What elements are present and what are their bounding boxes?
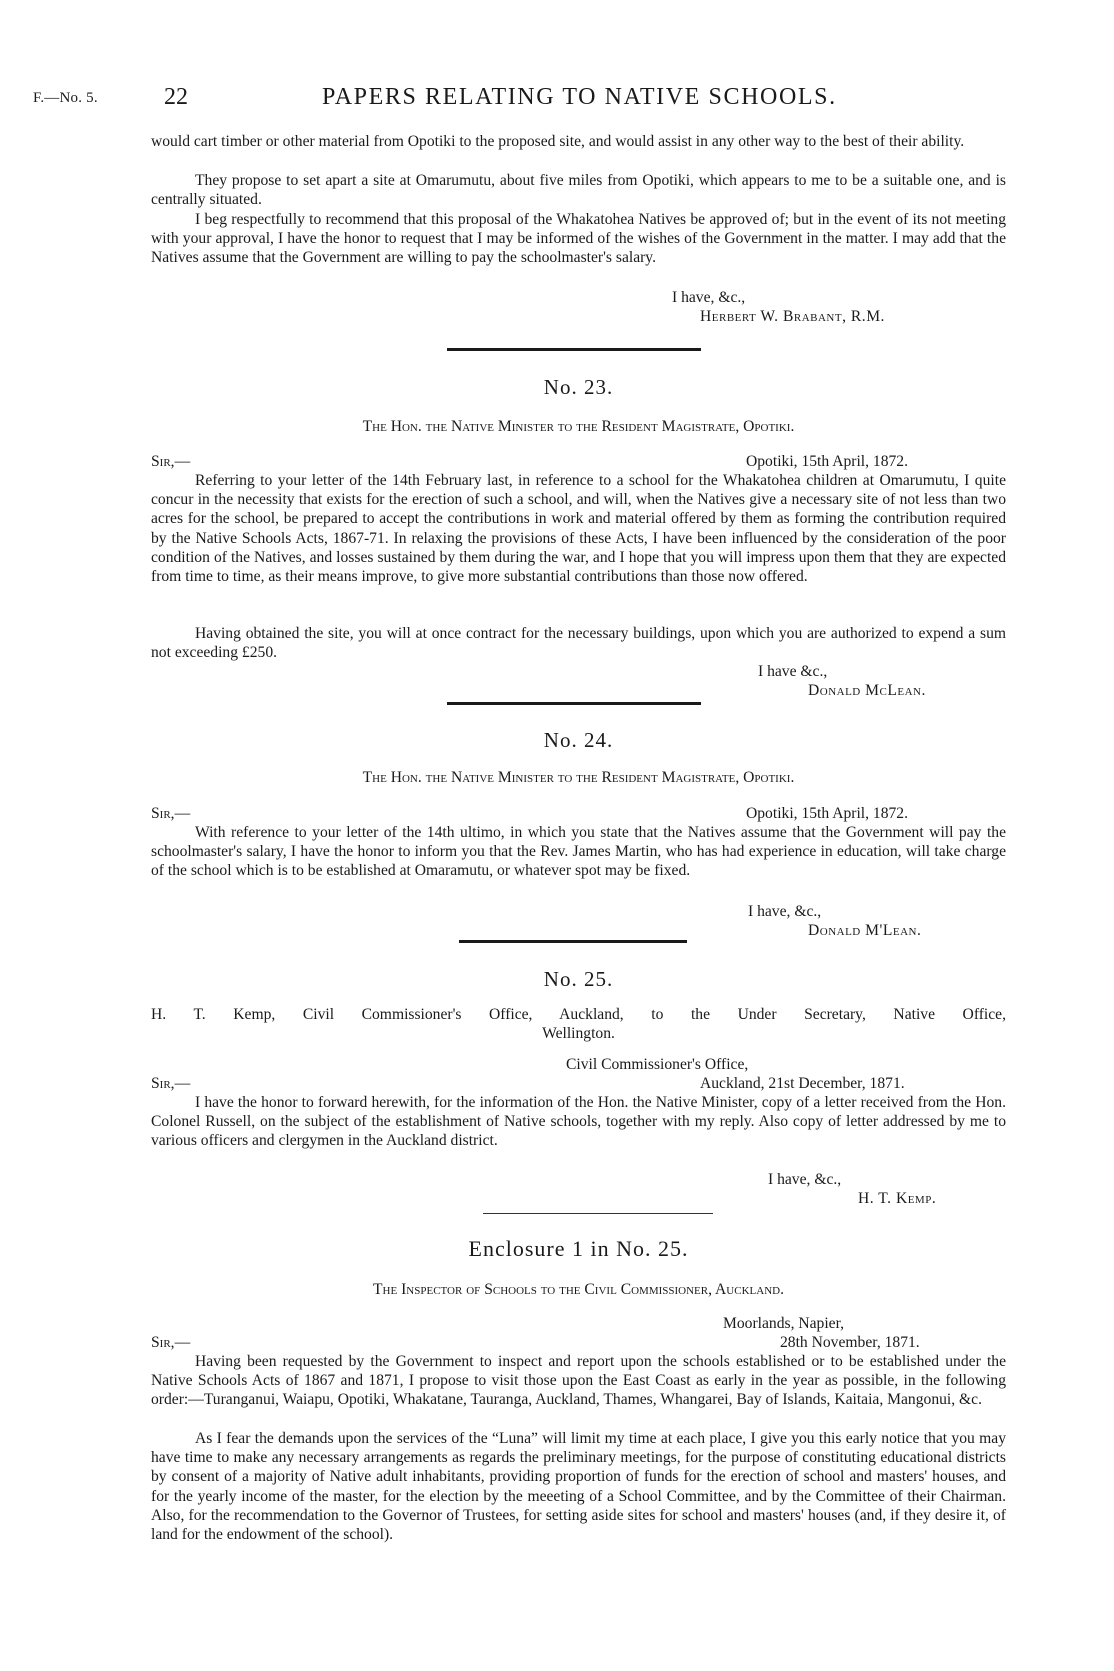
body-paragraph-no-25-1: I have the honor to forward herewith, for the information of the Hon. the Native Minister, copy of a letter received from the Hon. Colonel Russell, on the subject of the establishment of Native schools, together with my reply. Also copy of letter addressed by me to various officers and clergymen in the Auckland district. <box>151 1094 1006 1150</box>
continuation-signature: Herbert W. Brabant, R.M. <box>700 308 885 325</box>
paper-reference: F.—No. 5. <box>33 90 98 106</box>
salutation-no-25: Sir,— <box>151 1075 191 1092</box>
place-date-no-25: Auckland, 21st December, 1871. <box>700 1075 905 1092</box>
section-divider-thin <box>483 1213 713 1214</box>
section-divider <box>459 940 687 943</box>
signature-no-23: Donald McLean. <box>808 682 926 699</box>
letter-subheading-no-24: The Hon. the Native Minister to the Resident Magistrate, Opotiki. <box>362 769 795 786</box>
enclosure-place-line: Moorlands, Napier, <box>723 1315 845 1332</box>
subheading-text: H. T. Kemp, Civil Commissioner's Office, Auckland, to the Under Secretary, Native Office, <box>151 1006 1006 1023</box>
letter-heading-no-23: No. 23. <box>543 375 614 399</box>
enclosure-subheading: The Inspector of Schools to the Civil Commissioner, Auckland. <box>373 1281 784 1298</box>
signature-no-24: Donald M'Lean. <box>808 922 922 939</box>
enclosure-paragraph-2: As I fear the demands upon the services of the “Luna” will limit my time at each place, I give you this early notice that you may have time to make any necessary arrangements as regards the preliminary meetings, for the purpose of constituting educational districts by consent of a majority of Native adult inhabitants, providing proportion of funds for the erection of school and masters' houses, and for the yearly income of the master, for the election by the meeeting of a School Committee, and by the Committee of their Chairman. Also, for the recommendation to the Governor of Trustees, for setting aside sites for school and masters' houses (and, if they desire it, of land for the endowment of the school). <box>151 1430 1006 1544</box>
letter-subheading-no-25-line-2: Wellington. <box>542 1025 615 1042</box>
closing-no-24: I have, &c., <box>748 903 822 920</box>
section-divider <box>447 348 701 351</box>
page-number: 22 <box>164 84 188 110</box>
body-paragraph-no-23-2: Having obtained the site, you will at once contract for the necessary buildings, upon which you are authorized to expend a sum not exceeding £250. <box>151 625 1006 662</box>
continuation-paragraph-3: I beg respectfully to recommend that this proposal of the Whakatohea Natives be approved of; but in the event of its not meeting with your approval, I have the honor to request that I may be informed of the wishes of the Government in the matter. I may add that the Natives assume that the Government are willing to pay the schoolmaster's salary. <box>151 211 1006 267</box>
body-paragraph-no-24-1: With reference to your letter of the 14th ultimo, in which you state that the Natives assume that the Government will pay the schoolmaster's salary, I have the honor to inform you that the Rev. James Martin, who has had experience in education, will take charge of the school which is to be established at Omaramutu, or whatever spot may be fixed. <box>151 824 1006 880</box>
letter-subheading-no-25-line-1 <box>151 1005 1006 1024</box>
closing-no-23: I have &c., <box>758 663 828 680</box>
continuation-closing: I have, &c., <box>672 289 746 306</box>
letter-subheading-no-23: The Hon. the Native Minister to the Resident Magistrate, Opotiki. <box>362 418 795 435</box>
section-divider <box>447 702 701 705</box>
enclosure-date: 28th November, 1871. <box>780 1334 920 1351</box>
enclosure-salutation: Sir,— <box>151 1334 191 1351</box>
salutation-no-24: Sir,— <box>151 805 191 822</box>
running-title: PAPERS RELATING TO NATIVE SCHOOLS. <box>322 84 837 110</box>
enclosure-paragraph-1: Having been requested by the Government to inspect and report upon the schools established or to be established under the Native Schools Acts of 1867 and 1871, I propose to visit those upon the East Coast as early in the year as possible, in the following order:—Turanganui, Waiapu, Opotiki, Whakatane, Tauranga, Auckland, Thames, Whangarei, Bay of Islands, Kaitaia, Mangonui, &c. <box>151 1353 1006 1409</box>
place-date-no-24: Opotiki, 15th April, 1872. <box>746 805 909 822</box>
continuation-paragraph-1: would cart timber or other material from Opotiki to the proposed site, and would assist in any other way to the best of their ability. <box>151 133 965 150</box>
signature-no-25: H. T. Kemp. <box>858 1190 937 1207</box>
salutation-no-23: Sir,— <box>151 453 191 470</box>
place-line-no-25: Civil Commissioner's Office, <box>566 1056 749 1073</box>
continuation-paragraph-2: They propose to set apart a site at Omarumutu, about five miles from Opotiki, which appears to me to be a suitable one, and is centrally situated. <box>151 172 1006 209</box>
body-paragraph-no-23-1: Referring to your letter of the 14th February last, in reference to a school for the Whakatohea children at Omarumutu, I quite concur in the necessity that exists for the erection of such a school, and will, when the Natives give a necessary site of not less than two acres for the school, be prepared to accept the contributions in work and material offered by them as forming the contribution required by the Native Schools Acts, 1867-71. In relaxing the provisions of these Acts, I have been influenced by the consideration of the poor condition of the Natives, and losses sustained by them during the war, and I hope that you will impress upon them that they are expected from time to time, as their means improve, to give more substantial contributions than those now offered. <box>151 472 1006 586</box>
closing-no-25: I have, &c., <box>768 1171 842 1188</box>
place-date-no-23: Opotiki, 15th April, 1872. <box>746 453 909 470</box>
enclosure-heading: Enclosure 1 in No. 25. <box>468 1236 689 1261</box>
letter-heading-no-24: No. 24. <box>543 728 614 752</box>
running-header <box>0 84 1114 114</box>
letter-heading-no-25: No. 25. <box>543 967 614 991</box>
